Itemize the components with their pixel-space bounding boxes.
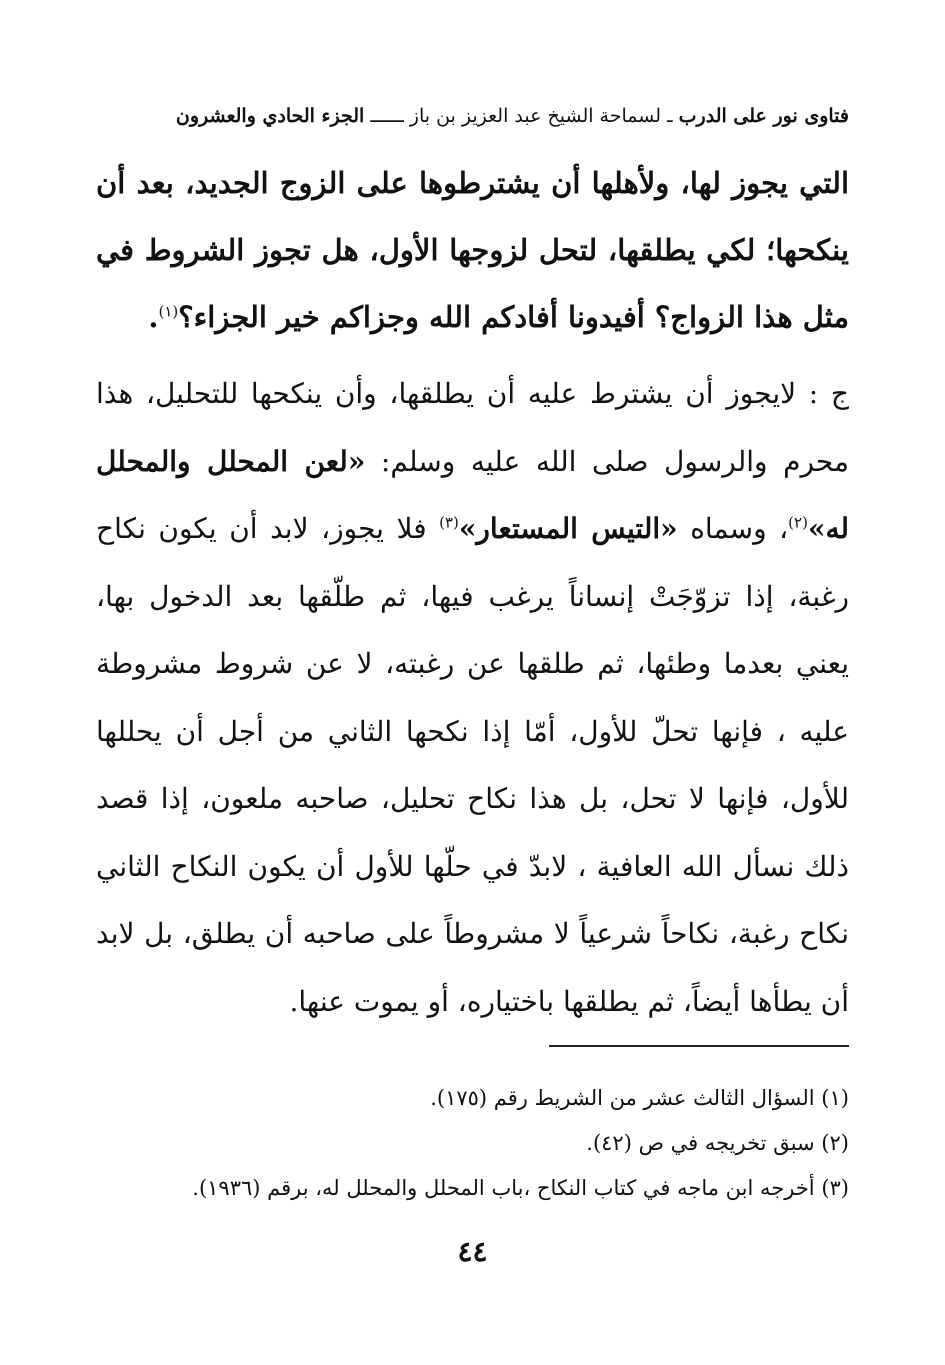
- footnotes: [96, 1076, 849, 1211]
- question-paragraph: [96, 150, 849, 351]
- page-number: ٤٤: [457, 1235, 488, 1268]
- volume-title: الجزء الحادي والعشرون: [175, 105, 365, 127]
- book-title: فتاوى نور على الدرب: [678, 105, 849, 127]
- footnote-3: (٣) أخرجه ابن ماجه في كتاب النكاح ،باب المحلل والمحلل له، برقم (١٩٣٦).: [192, 1176, 849, 1200]
- answer-lead: ج : لايجوز أن يشترط عليه أن يطلقها، وأن ينكحها للتحليل، هذا محرم والرسول صلى الله عليه وسلم:: [96, 377, 849, 478]
- question-end: .: [148, 300, 159, 334]
- footnote-1: (١) السؤال الثالث عشر من الشريط رقم (١٧٥).: [430, 1086, 849, 1110]
- footnote-divider: [549, 1045, 849, 1047]
- footnote-ref-1: (١): [158, 302, 179, 321]
- running-header: [96, 100, 849, 132]
- hadith-quote-2: «التيس المستعار»: [458, 512, 678, 545]
- hadith-quote-1: «لعن المحلل والمحلل له»: [96, 444, 849, 545]
- question-text: التي يجوز لها، ولأهلها أن يشترطوها على الزوج الجديد، بعد أن ينكحها؛ لكي يطلقها، لتحل لزوجها الأول، هل تجوز الشروط في مثل هذا الزواج؟ أفيدونا أفادكم الله وجزاكم خير الجزاء؟: [96, 166, 849, 334]
- footnote-ref-3: (٣): [439, 513, 459, 532]
- answer-paragraph: [96, 360, 849, 1035]
- author-name: ـ لسماحة الشيخ عبد العزيز بن باز ــــــ: [370, 105, 673, 127]
- answer-rest: فلا يجوز، لابد أن يكون نكاح رغبة، إذا تزوّجَتْ إنساناً يرغب فيها، ثم طلّقها بعد الدخول بها، يعني بعدما وطئها، ثم طلقها عن رغبته، لا عن شروط مشروطة عليه ، فإنها تحلّ للأول، أمّا إذا نكحها الثاني من أجل أن يحللها للأول، فإنها لا تحل، بل هذا نكاح تحليل، صاحبه ملعون، إذا قصد ذلك نسأل الله العافية ، لابدّ في حلّها للأول أن يكون النكاح الثاني نكاح رغبة، نكاحاً شرعياً لا مشروطاً على صاحبه أن يطلق، بل لابد أن يطأها أيضاً، ثم يطلقها باختياره، أو يموت عنها.: [96, 512, 849, 1018]
- answer-mid: ، وسماه: [677, 512, 789, 545]
- footnote-ref-2: (٢): [788, 513, 808, 532]
- footnote-2: (٢) سبق تخريجه في ص (٤٢).: [586, 1131, 849, 1155]
